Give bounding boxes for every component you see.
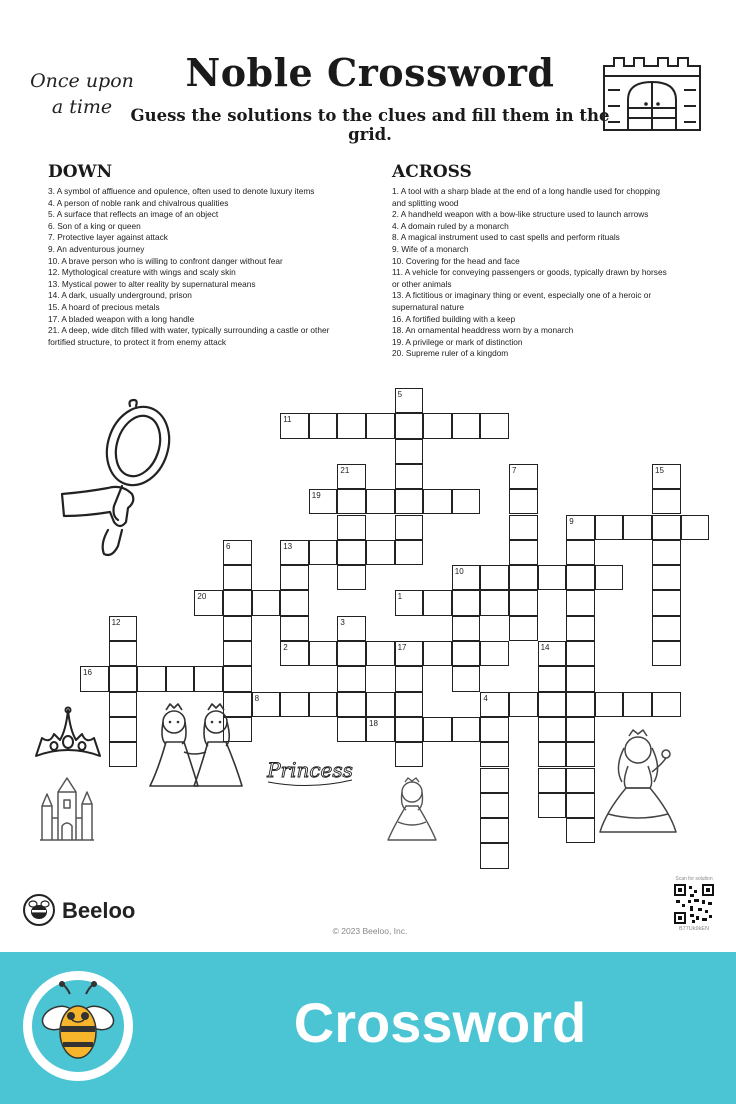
grid-cell[interactable] <box>652 540 681 565</box>
grid-cell[interactable] <box>652 692 681 717</box>
grid-cell[interactable] <box>509 565 538 590</box>
grid-cell[interactable] <box>623 692 652 717</box>
down-clue: 3. A symbol of affluence and opulence, often used to denote luxury items <box>48 186 315 196</box>
down-clue: 10. A brave person who is willing to confront danger without fear <box>48 255 283 266</box>
grid-cell[interactable] <box>280 692 309 717</box>
grid-cell[interactable] <box>595 565 624 590</box>
across-clue: 19. A privilege or mark of distinction <box>392 336 523 347</box>
grid-cell[interactable] <box>480 413 509 438</box>
grid-cell[interactable] <box>223 641 252 666</box>
grid-cell[interactable] <box>280 616 309 641</box>
grid-cell[interactable] <box>309 692 338 717</box>
grid-cell[interactable] <box>538 692 567 717</box>
princess-illustration <box>596 722 680 836</box>
clue-number: 3 <box>340 617 345 627</box>
grid-cell[interactable] <box>652 515 681 540</box>
copyright-text: © 2023 Beeloo, Inc. <box>332 926 408 936</box>
across-clue: 16. A fortified building with a keep <box>392 313 516 324</box>
grid-cell[interactable] <box>280 565 309 590</box>
grid-cell[interactable] <box>366 413 395 438</box>
grid-cell[interactable] <box>652 616 681 641</box>
grid-cell[interactable] <box>337 565 366 590</box>
grid-cell[interactable] <box>395 413 424 438</box>
grid-cell[interactable] <box>595 515 624 540</box>
clue-number: 18 <box>369 718 378 728</box>
grid-cell[interactable] <box>452 489 481 514</box>
grid-cell[interactable] <box>452 717 481 742</box>
grid-cell[interactable] <box>566 692 595 717</box>
clue-number: 19 <box>311 491 321 501</box>
qr-code-icon[interactable] <box>674 884 714 924</box>
grid-cell[interactable] <box>480 590 509 615</box>
grid-cell[interactable] <box>309 641 338 666</box>
page-title: Noble Crossword <box>185 50 555 95</box>
grid-cell[interactable] <box>309 413 338 438</box>
across-clue: 20. Supreme ruler of a kingdom <box>392 348 509 359</box>
grid-cell[interactable] <box>366 641 395 666</box>
grid-cell[interactable] <box>538 768 567 793</box>
grid-cell[interactable] <box>623 515 652 540</box>
tagline: Once upon a time <box>30 70 134 118</box>
grid-cell[interactable] <box>566 818 595 843</box>
grid-cell[interactable] <box>566 793 595 818</box>
clue-number: 9 <box>569 516 574 526</box>
grid-cell[interactable] <box>395 464 424 489</box>
castle-illustration <box>38 774 96 844</box>
grid-cell[interactable] <box>423 489 452 514</box>
grid-cell[interactable] <box>395 515 424 540</box>
down-clue: 21. A deep, wide ditch filled with water, typically surrounding a castle or other fortified structure, to protect it from enemy attack <box>48 325 330 347</box>
grid-cell[interactable] <box>337 540 366 565</box>
grid-cell[interactable] <box>223 590 252 615</box>
grid-cell[interactable] <box>452 641 481 666</box>
clue-number: 8 <box>254 693 260 703</box>
down-clue: 14. A dark, usually underground, prison <box>48 290 192 301</box>
down-clue: 15. A hoard of precious metals <box>48 301 160 312</box>
down-clue: 9. An adventurous journey <box>48 243 145 254</box>
clue-number: 21 <box>340 465 350 475</box>
grid-cell[interactable] <box>337 413 366 438</box>
princess-lettering <box>262 752 358 790</box>
down-clue: 7. Protective layer against attack <box>48 232 168 243</box>
clue-number: 11 <box>283 415 292 425</box>
grid-cell[interactable] <box>366 692 395 717</box>
grid-cell[interactable] <box>538 717 567 742</box>
grid-cell[interactable] <box>223 565 252 590</box>
bee-mascot-icon <box>20 968 136 1084</box>
grid-cell[interactable] <box>538 742 567 767</box>
grid-cell[interactable] <box>337 692 366 717</box>
across-heading: ACROSS <box>392 162 472 182</box>
clue-number: 6 <box>226 541 231 551</box>
grid-cell[interactable] <box>566 641 595 666</box>
grid-cell[interactable] <box>480 843 509 868</box>
grid-cell[interactable] <box>366 540 395 565</box>
grid-cell[interactable] <box>509 692 538 717</box>
grid-cell[interactable] <box>566 590 595 615</box>
grid-cell[interactable] <box>166 666 195 691</box>
grid-cell[interactable] <box>109 641 138 666</box>
grid-cell[interactable] <box>395 540 424 565</box>
grid-cell[interactable] <box>309 540 338 565</box>
clue-number: 1 <box>397 592 403 602</box>
crown-illustration <box>32 704 104 762</box>
small-princess-illustration <box>384 776 440 842</box>
grid-cell[interactable] <box>337 641 366 666</box>
grid-cell[interactable] <box>423 413 452 438</box>
down-clue-list <box>48 186 338 348</box>
grid-cell[interactable] <box>395 439 424 464</box>
grid-cell[interactable] <box>509 616 538 641</box>
clue-number: 16 <box>83 668 92 678</box>
qr-caption: Scan for solution <box>675 876 713 882</box>
grid-cell[interactable] <box>337 515 366 540</box>
clue-number: 13 <box>283 541 293 551</box>
hand-mirror-illustration <box>56 398 176 560</box>
down-clue: 4. A person of noble rank and chivalrous qualities <box>48 197 229 208</box>
grid-cell[interactable] <box>452 616 481 641</box>
grid-cell[interactable] <box>109 742 138 767</box>
clue-number: 4 <box>483 693 488 703</box>
grid-cell[interactable] <box>566 666 595 691</box>
banner-title: Crossword <box>293 991 587 1054</box>
down-clue: 5. A surface that reflects an image of an object <box>48 209 219 220</box>
grid-cell[interactable] <box>480 717 509 742</box>
grid-cell[interactable] <box>280 590 309 615</box>
grid-cell[interactable] <box>566 565 595 590</box>
grid-cell[interactable] <box>566 742 595 767</box>
across-clue: 1. A tool with a sharp blade at the end of a long handle used for chopping and splitting wood <box>392 186 661 208</box>
grid-cell[interactable] <box>109 717 138 742</box>
across-clue: 18. An ornamental headdress worn by a monarch <box>392 325 574 336</box>
grid-cell[interactable] <box>480 565 509 590</box>
grid-cell[interactable] <box>395 489 424 514</box>
down-clue: 17. A bladed weapon with a long handle <box>48 313 195 324</box>
across-clue: 13. A fictitious or imaginary thing or event, especially one of a heroic or supernatural nature <box>392 290 652 312</box>
grid-cell[interactable] <box>566 540 595 565</box>
grid-cell[interactable] <box>566 768 595 793</box>
clue-number: 7 <box>512 465 517 475</box>
down-clue: 12. Mythological creature with wings and scaly skin <box>48 267 236 278</box>
grid-cell[interactable] <box>337 666 366 691</box>
grid-cell[interactable] <box>509 590 538 615</box>
grid-cell[interactable] <box>395 717 424 742</box>
grid-cell[interactable] <box>366 489 395 514</box>
grid-cell[interactable] <box>566 616 595 641</box>
grid-cell[interactable] <box>223 666 252 691</box>
grid-cell[interactable] <box>595 692 624 717</box>
across-clue: 10. Covering for the head and face <box>392 255 520 266</box>
grid-cell[interactable] <box>681 515 710 540</box>
grid-cell[interactable] <box>395 666 424 691</box>
grid-cell[interactable] <box>509 489 538 514</box>
grid-cell[interactable] <box>480 818 509 843</box>
grid-cell[interactable] <box>480 768 509 793</box>
grid-cell[interactable] <box>652 641 681 666</box>
grid-cell[interactable] <box>337 717 366 742</box>
down-clue: 6. Son of a king or queen <box>48 220 141 231</box>
grid-cell[interactable] <box>194 666 223 691</box>
clue-number: 5 <box>397 390 403 399</box>
grid-cell[interactable] <box>337 489 366 514</box>
clue-number: 12 <box>111 617 121 627</box>
clue-number: 17 <box>397 643 407 652</box>
grid-cell[interactable] <box>137 666 166 691</box>
grid-cell[interactable] <box>652 590 681 615</box>
grid-cell[interactable] <box>395 692 424 717</box>
grid-cell[interactable] <box>480 641 509 666</box>
across-clue-list <box>392 186 672 360</box>
princesses-illustration <box>148 700 244 792</box>
grid-cell[interactable] <box>538 793 567 818</box>
grid-cell[interactable] <box>652 489 681 514</box>
grid-cell[interactable] <box>395 742 424 767</box>
across-clue: 2. A handheld weapon with a bow-like structure used to launch arrows <box>392 209 649 220</box>
grid-cell[interactable] <box>480 793 509 818</box>
grid-cell[interactable] <box>538 666 567 691</box>
clue-number: 14 <box>540 643 550 652</box>
grid-cell[interactable] <box>452 590 481 615</box>
clue-number: 20 <box>197 592 207 602</box>
clue-number: 2 <box>283 643 288 652</box>
grid-cell[interactable] <box>652 565 681 590</box>
grid-cell[interactable] <box>423 590 452 615</box>
qr-code-text: B77Uk9kEN <box>679 926 709 932</box>
grid-cell[interactable] <box>109 666 138 691</box>
castle-gate-icon <box>600 56 704 132</box>
down-clue: 13. Mystical power to alter reality by supernatural means <box>48 278 256 289</box>
across-clue: 4. A domain ruled by a monarch <box>392 220 509 231</box>
down-heading: DOWN <box>48 162 113 182</box>
grid-cell[interactable] <box>480 742 509 767</box>
page-subtitle: Guess the solutions to the clues and fill them in the grid. <box>130 106 610 144</box>
clue-number: 15 <box>655 465 664 475</box>
grid-cell[interactable] <box>509 540 538 565</box>
grid-cell[interactable] <box>423 717 452 742</box>
grid-cell[interactable] <box>538 565 567 590</box>
across-clue: 9. Wife of a monarch <box>392 243 469 254</box>
princess-text: Princess <box>267 758 353 782</box>
grid-cell[interactable] <box>423 641 452 666</box>
grid-cell[interactable] <box>452 666 481 691</box>
grid-cell[interactable] <box>109 692 138 717</box>
grid-cell[interactable] <box>223 616 252 641</box>
grid-cell[interactable] <box>452 413 481 438</box>
grid-cell[interactable] <box>566 717 595 742</box>
clue-number: 10 <box>454 567 464 577</box>
across-clue: 8. A magical instrument used to cast spells and perform rituals <box>392 232 620 243</box>
grid-cell[interactable] <box>509 515 538 540</box>
beeloo-logo-icon <box>22 893 56 927</box>
brand-name: Beeloo <box>62 898 136 923</box>
across-clue: 11. A vehicle for conveying passengers or goods, typically drawn by horses or other animals <box>392 267 667 289</box>
grid-cell[interactable] <box>252 590 281 615</box>
